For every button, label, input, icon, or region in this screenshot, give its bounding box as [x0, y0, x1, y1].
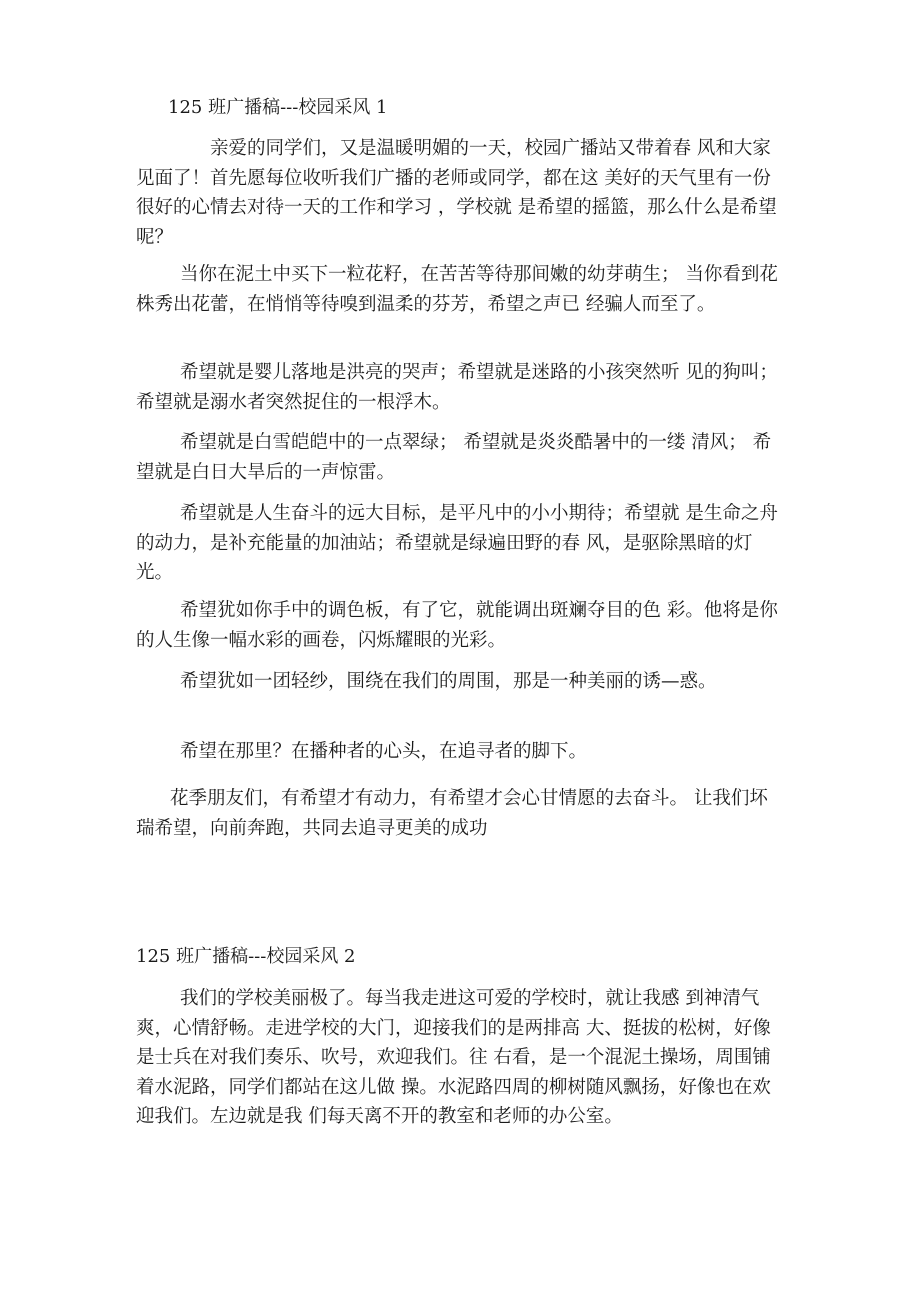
section-1-paragraph: 花季朋友们，有希望才有动力，有希望才会心甘情愿的去奋斗。 让我们坏瑞希望，向前奔跑，共同去追寻更美的成功 [136, 788, 768, 839]
section-1-paragraph: 希望犹如你手中的调色板，有了它，就能调出斑斓夺目的色 彩。他将是你的人生像一幅水彩的画卷，闪烁耀眼的光彩。 [136, 600, 778, 651]
section-1-paragraph: 亲爱的同学们，又是温暖明媚的一天，校园广播站又带着春 风和大家见面了！首先愿每位收听我们广播的老师或同学，都在这 美好的天气里有一份很好的心情去对待一天的工作和学习 ，学校就 是希望的摇篮，那么什么是希望呢？ [136, 138, 777, 248]
section-2-title: 125 班广播稿---校园采风 2 [136, 946, 356, 967]
section-1-paragraph: 希望就是人生奋斗的远大目标，是平凡中的小小期待；希望就 是生命之舟的动力，是补充能量的加油站；希望就是绿遍田野的春 风，是驱除黑暗的灯光。 [136, 503, 778, 583]
section-1-paragraph: 希望就是白雪皑皑中的一点翠绿； 希望就是炎炎酷暑中的一缕 清风； 希望就是白日大旱后的一声惊雷。 [136, 432, 772, 483]
section-1-paragraph: 希望就是婴儿落地是洪亮的哭声；希望就是迷路的小孩突然听 见的狗叫；希望就是溺水者突然捉住的一根浮木。 [136, 362, 778, 413]
section-1-paragraph: 当你在泥土中买下一粒花籽，在苦苦等待那间嫩的幼芽萌生； 当你看到花株秀出花蕾，在悄悄等待嗅到温柔的芬芳，希望之声已 经骗人而至了。 [136, 264, 778, 315]
section-2-paragraph: 我们的学校美丽极了。每当我走进这可爱的学校时，就让我感 到神清气爽，心情舒畅。走进学校的大门，迎接我们的是两排高 大、挺拔的松树，好像是士兵在对我们奏乐、吹号，欢迎我们。往 右看，是一个混泥土操场，周围铺着水泥路，同学们都站在这儿做 操。水泥路四周的柳树随风飘扬，好像也在欢迎我们。左边就是我 们每天离不开的教室和老师的办公室。 [136, 988, 771, 1127]
section-1-title: 125 班广播稿---校园采风 1 [168, 97, 388, 118]
section-1-paragraph: 希望在那里？在播种者的心头，在追寻者的脚下。 [180, 741, 588, 762]
section-1-paragraph: 希望犹如一团轻纱，围绕在我们的周围，那是一种美丽的诱—惑。 [180, 671, 717, 692]
